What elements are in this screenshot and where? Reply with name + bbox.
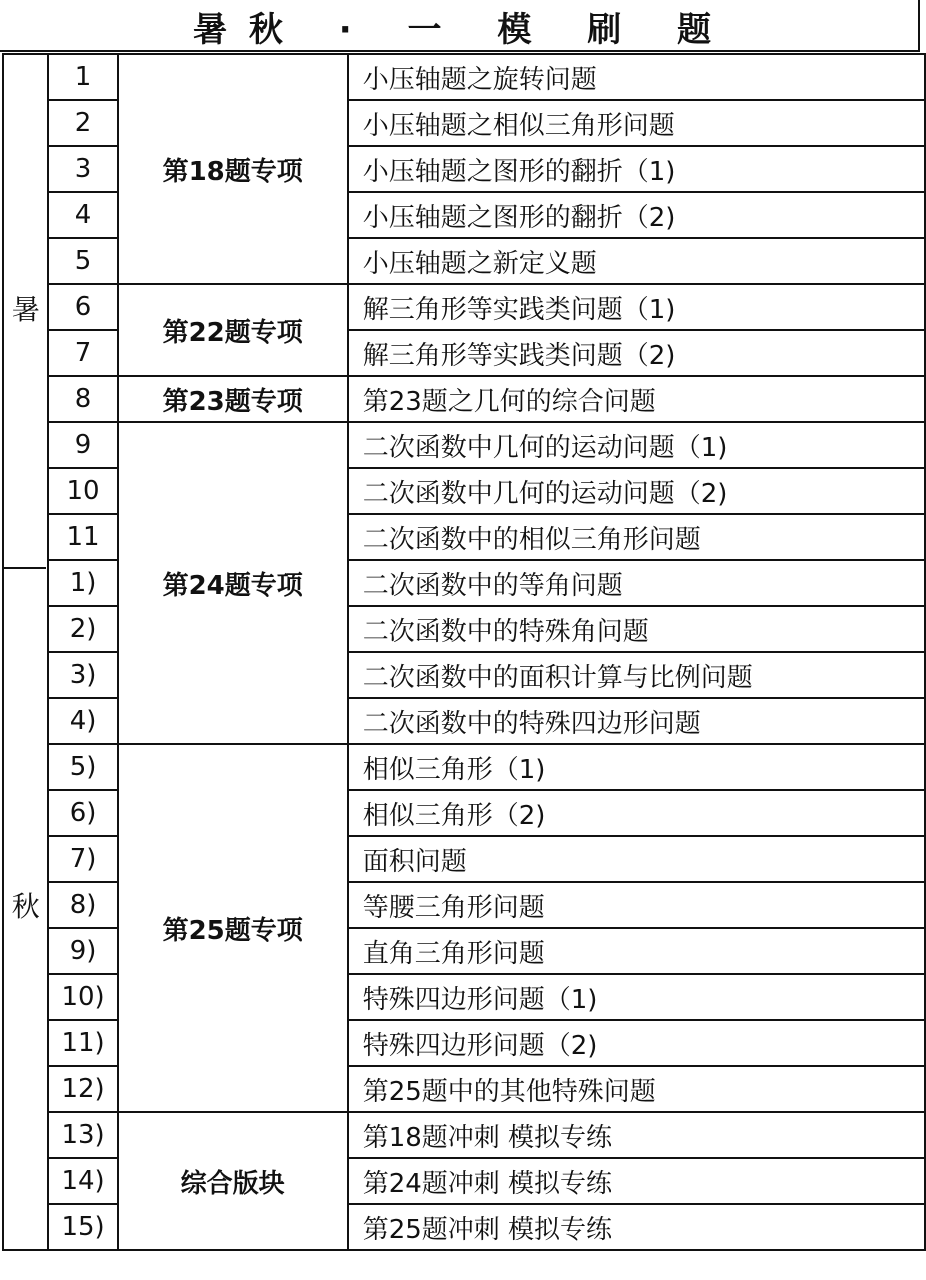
topic-cell: 相似三角形（2) [348,790,925,836]
row-number: 4) [48,698,117,744]
row-number: 7) [48,836,117,882]
title-underline [0,50,920,52]
row-number: 9) [48,928,117,974]
table-row [3,744,925,790]
topic-cell: 二次函数中的特殊四边形问题 [348,698,925,744]
topic-cell: 小压轴题之图形的翻折（2) [348,192,925,238]
topic-cell: 第23题之几何的综合问题 [348,376,925,422]
topic-cell: 第18题冲刺 模拟专练 [348,1112,925,1158]
row-number: 8 [48,376,117,422]
table-row [3,376,925,422]
table-row [3,422,925,468]
section-name: 综合版块 [118,1112,348,1250]
topic-table [2,53,926,1251]
topic-cell: 第24题冲刺 模拟专练 [348,1158,925,1204]
section-name: 第18题专项 [118,54,348,284]
row-number: 14) [48,1158,117,1204]
row-number: 11) [48,1020,117,1066]
row-number: 2 [48,100,117,146]
row-number: 1) [48,560,117,606]
topic-cell: 二次函数中的特殊角问题 [348,606,925,652]
row-number: 13) [48,1112,117,1158]
table-row [3,54,925,100]
season-summer: 暑 [3,54,48,560]
topic-cell: 小压轴题之图形的翻折（1) [348,146,925,192]
row-number: 3 [48,146,117,192]
topic-cell: 二次函数中的面积计算与比例问题 [348,652,925,698]
row-number: 2) [48,606,117,652]
row-number: 12) [48,1066,117,1112]
right-border [918,0,920,52]
topic-cell: 解三角形等实践类问题（2) [348,330,925,376]
topic-cell: 面积问题 [348,836,925,882]
row-number: 6 [48,284,117,330]
table-row [3,284,925,330]
topic-cell: 等腰三角形问题 [348,882,925,928]
row-number: 10 [48,468,117,514]
row-number: 5 [48,238,117,284]
topic-cell: 小压轴题之新定义题 [348,238,925,284]
section-name: 第23题专项 [118,376,348,422]
row-number: 8) [48,882,117,928]
row-number: 3) [48,652,117,698]
row-number: 10) [48,974,117,1020]
row-number: 15) [48,1204,117,1250]
row-number: 7 [48,330,117,376]
topic-cell: 解三角形等实践类问题（1) [348,284,925,330]
topic-cell: 二次函数中的相似三角形问题 [348,514,925,560]
section-name: 第22题专项 [118,284,348,376]
topic-cell: 第25题中的其他特殊问题 [348,1066,925,1112]
table-row [3,1112,925,1158]
topic-cell: 相似三角形（1) [348,744,925,790]
section-name: 第24题专项 [118,422,348,744]
season-divider [2,567,46,569]
topic-cell: 第25题冲刺 模拟专练 [348,1204,925,1250]
topic-cell: 直角三角形问题 [348,928,925,974]
topic-cell: 二次函数中几何的运动问题（2) [348,468,925,514]
topic-cell: 特殊四边形问题（2) [348,1020,925,1066]
page-title: 暑秋 · 一 模 刷 题 [192,9,734,50]
topic-cell: 小压轴题之相似三角形问题 [348,100,925,146]
row-number: 1 [48,54,117,100]
row-number: 9 [48,422,117,468]
row-number: 4 [48,192,117,238]
topic-cell: 特殊四边形问题（1) [348,974,925,1020]
row-number: 5) [48,744,117,790]
row-number: 6) [48,790,117,836]
section-name: 第25题专项 [118,744,348,1112]
topic-cell: 二次函数中的等角问题 [348,560,925,606]
row-number: 11 [48,514,117,560]
topic-cell: 小压轴题之旋转问题 [348,54,925,100]
season-autumn: 秋 [3,560,48,1250]
topic-cell: 二次函数中几何的运动问题（1) [348,422,925,468]
